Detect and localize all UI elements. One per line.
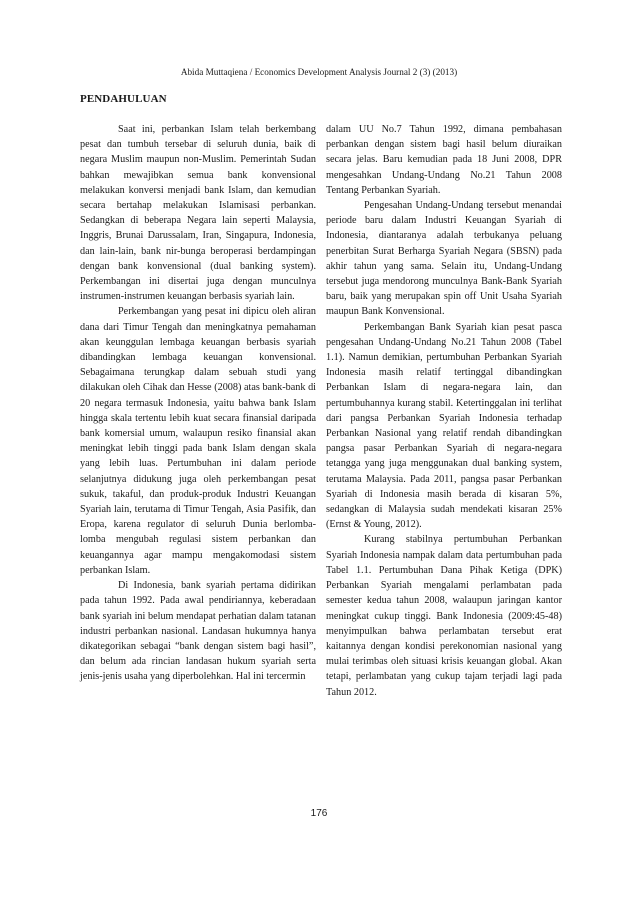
paragraph-indonesia: Di Indonesia, bank syariah pertama didirikan pada tahun 1992. Pada awal pendiriannya, keberadaan bank syariah ini belum mendapat perhatian dalam tatanan industri perbankan nasional. Landasan hukumnya hanya dikategorikan sebagai “bank dengan sistem bagi hasil”, dan belum ada rincian landasan hukum syariah serta jenis-jenis usaha yang diperbolehkan. Hal ini tercermin (80, 580, 316, 683)
paragraph-slowdown: Kurang stabilnya pertumbuhan Perbankan Syariah Indonesia nampak dalam data pertumbuhan pada Tabel 1.1. Pertumbuhan Dana Pihak Ketiga (DPK) Perbankan Syariah mengalami perlambatan pada semester kedua tahun 2008, walaupun jaringan kantor meningkat cukup tinggi. Bank Indonesia (2009:45-48) menyimpulkan bahwa perlambatan tersebut erat kaitannya dengan kondisi perekonomian nasional yang mulai terimbas oleh situasi krisis keuangan global. Akan tetapi, perlambatan yang cukup tajam terjadi lagi pada Tahun 2012. (326, 534, 562, 698)
running-header: Abida Muttaqiena / Economics Development Analysis Journal 2 (3) (2013) (180, 67, 458, 77)
section-heading: PENDAHULUAN (80, 93, 167, 105)
paragraph-intro: Saat ini, perbankan Islam telah berkembang pesat dan tumbuh tersebar di seluruh dunia, baik di negara Muslim maupun non-Muslim. Pemerintah Sudan bahkan mewajibkan semua bank konvensional melakukan konversi menjadi bank Islam, dan kemudian secara bertahap melakukan Islamisasi perbankan. Sedangkan di beberapa Negara lain seperti Malaysia, Inggris, Brunai Darussalam, Iran, Singapura, Indonesia, dan lain-lain, bank nir-bunga beroperasi berdampingan dengan bank konvensional (dual banking system). Perkembangan ini disertai juga dengan munculnya instrumen-instrumen keuangan berbasis syariah lain. (80, 124, 316, 303)
paragraph-ratification: Pengesahan Undang-Undang tersebut menandai periode baru dalam Industri Keuangan Syariah di Indonesia, diantaranya adalah terbukanya peluang penerbitan Surat Berharga Syariah Negara (SBSN) pada akhir tahun yang sama. Selain itu, Undang-Undang tersebut juga mendorong munculnya Bank-Bank Syariah baru, baik yang merupakan spin off Unit Usaha Syariah maupun Bank Konvensional. (326, 200, 562, 318)
paragraph-market-share: Perkembangan Bank Syariah kian pesat pasca pengesahan Undang-Undang No.21 Tahun 2008 (Tabel 1.1). Namun demikian, pertumbuhan Perbankan Syariah Indonesia masih relatif tertinggal dibandingkan Perbankan Islam di negara-negara lain, dan pertumbuhannya kurang stabil. Ketertinggalan ini terlihat dari pangsa Perbankan Syariah Indonesia terhadap Perbankan Nasional yang relatif rendah dibandingkan pangsa pasar Perbankan Syariah di negara-negara tetangga yang juga menggunakan dual banking system, terutama Malaysia. Pada 2011, pangsa pasar Perbankan Syariah di Indonesia masih berada di kisaran 5%, sedangkan di Malaysia sudah mendekati kisaran 25% (Ernst & Young, 2012). (326, 321, 562, 531)
paragraph-continuation: dalam UU No.7 Tahun 1992, dimana pembahasan perbankan dengan sistem bagi hasil belum diuraikan secara jelas. Baru kemudian pada 18 Juni 2008, DPR mengesahkan Undang-Undang No.21 Tahun 2008 Tentang Perbankan Syariah. (326, 124, 562, 196)
page-number: 176 (310, 808, 328, 819)
right-column (326, 122, 562, 700)
paragraph-growth: Perkembangan yang pesat ini dipicu oleh aliran dana dari Timur Tengah dan meningkatnya pemahaman akan keunggulan lembaga keuangan berbasis syariah dibandingkan lembaga keuangan konvensional. Sebagaimana terungkap dalam sebuah studi yang dilakukan oleh Cihak dan Hesse (2008) atas bank-bank di 20 negara termasuk Indonesia, yaitu bahwa bank Islam hingga skala tertentu lebih kuat secara finansial daripada bank komersial umum, walaupun resiko finansial akan meningkat lebih tinggi pada bank Islam dengan skala yang lebih luas. Pertumbuhan ini dalam periode selanjutnya didukung juga oleh perkembangan pesat sukuk, takaful, dan produk-produk Industri Keuangan Syariah lain, terutama di Timur Tengah, Asia Pasifik, dan Eropa, karena regulator di seluruh Dunia berlomba-lomba mengubah regulasi sistem perbankan dan keuangannya agar mampu mengakomodasi sistem perbankan Islam. (80, 306, 316, 576)
left-column (80, 122, 316, 685)
